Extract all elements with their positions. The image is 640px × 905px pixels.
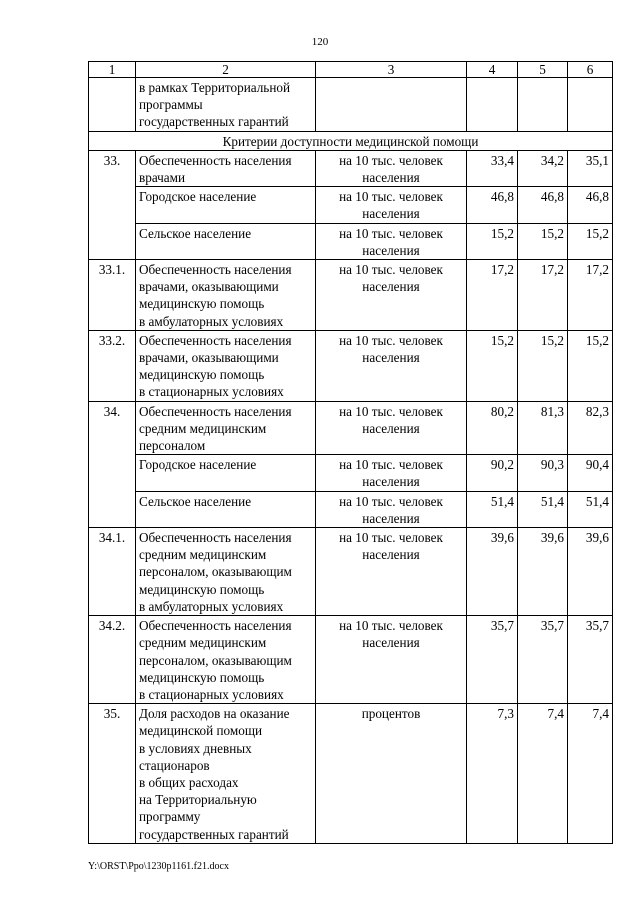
indicator-name-cell: в рамках Территориальной программы государственных гарантий — [136, 78, 316, 132]
value-cell: 15,2 — [467, 330, 518, 401]
row-number-cell: 34.2. — [89, 616, 136, 704]
indicator-name-cell: Обеспеченность населения средним медицинским персоналом, оказывающим медицинскую помощь в амбулаторных условиях — [136, 528, 316, 616]
unit-cell: процентов — [316, 704, 467, 844]
row-number-cell: 35. — [89, 704, 136, 844]
unit-cell: на 10 тыс. человек населения — [316, 260, 467, 331]
indicator-name-cell: Обеспеченность населения средним медицинским персоналом, оказывающим медицинскую помощь в стационарных условиях — [136, 616, 316, 704]
value-cell: 33,4 — [467, 150, 518, 186]
table-row — [89, 491, 613, 527]
footer-file-path: Y:\ORST\Ppo\1230p1161.f21.docx — [88, 861, 229, 872]
value-cell: 39,6 — [518, 528, 568, 616]
column-number-row — [89, 62, 613, 78]
indicator-name-cell: Обеспеченность населения врачами — [136, 150, 316, 186]
value-cell: 15,2 — [518, 330, 568, 401]
continuation-row — [89, 78, 613, 132]
value-cell: 17,2 — [467, 260, 518, 331]
value-cell: 90,3 — [518, 455, 568, 491]
row-number-cell: 34.1. — [89, 528, 136, 616]
indicator-name-cell: Доля расходов на оказание медицинской помощи в условиях дневных стационаров в общих расходах на Территориальную программу государственных гарантий — [136, 704, 316, 844]
section-header-row — [89, 131, 613, 150]
value-cell: 15,2 — [467, 223, 518, 259]
table-row — [89, 616, 613, 704]
value-cell: 15,2 — [568, 223, 613, 259]
table-row — [89, 330, 613, 401]
unit-cell: на 10 тыс. человек населения — [316, 491, 467, 527]
indicator-name-cell: Городское население — [136, 187, 316, 223]
indicator-name-cell: Обеспеченность населения врачами, оказывающими медицинскую помощь в стационарных условиях — [136, 330, 316, 401]
unit-cell: на 10 тыс. человек населения — [316, 330, 467, 401]
column-number: 1 — [89, 62, 136, 78]
value-cell: 35,7 — [467, 616, 518, 704]
value-cell: 17,2 — [518, 260, 568, 331]
value-cell: 81,3 — [518, 401, 568, 455]
value-cell: 7,4 — [518, 704, 568, 844]
page-number: 120 — [311, 36, 329, 48]
row-number-cell: 33.2. — [89, 330, 136, 401]
value-cell: 35,1 — [568, 150, 613, 186]
value-cell: 80,2 — [467, 401, 518, 455]
table-row — [89, 401, 613, 455]
unit-cell: на 10 тыс. человек населения — [316, 150, 467, 186]
row-number-cell — [89, 78, 136, 132]
unit-cell: на 10 тыс. человек населения — [316, 528, 467, 616]
table-row — [89, 260, 613, 331]
unit-cell: на 10 тыс. человек населения — [316, 223, 467, 259]
value-cell: 82,3 — [568, 401, 613, 455]
table-row — [89, 187, 613, 223]
column-number: 4 — [467, 62, 518, 78]
table-row — [89, 704, 613, 844]
value-cell — [467, 78, 518, 132]
section-header: Критерии доступности медицинской помощи — [89, 131, 613, 150]
unit-cell: на 10 тыс. человек населения — [316, 401, 467, 455]
criteria-table — [88, 61, 613, 844]
value-cell: 51,4 — [568, 491, 613, 527]
unit-cell: на 10 тыс. человек населения — [316, 616, 467, 704]
value-cell: 39,6 — [568, 528, 613, 616]
unit-cell: на 10 тыс. человек населения — [316, 187, 467, 223]
value-cell: 51,4 — [518, 491, 568, 527]
column-number: 2 — [136, 62, 316, 78]
value-cell: 15,2 — [568, 330, 613, 401]
unit-cell — [316, 78, 467, 132]
table-row — [89, 223, 613, 259]
value-cell: 46,8 — [467, 187, 518, 223]
value-cell: 35,7 — [568, 616, 613, 704]
column-number: 6 — [568, 62, 613, 78]
value-cell: 39,6 — [467, 528, 518, 616]
table-row — [89, 150, 613, 186]
value-cell: 7,3 — [467, 704, 518, 844]
indicator-name-cell: Сельское население — [136, 491, 316, 527]
value-cell: 51,4 — [467, 491, 518, 527]
value-cell: 90,4 — [568, 455, 613, 491]
value-cell — [568, 78, 613, 132]
indicator-name-cell: Обеспеченность населения врачами, оказывающими медицинскую помощь в амбулаторных условиях — [136, 260, 316, 331]
indicator-name-cell: Сельское население — [136, 223, 316, 259]
table-body — [89, 62, 613, 844]
row-number-cell: 34. — [89, 401, 136, 527]
table-row — [89, 455, 613, 491]
value-cell: 90,2 — [467, 455, 518, 491]
value-cell: 15,2 — [518, 223, 568, 259]
column-number: 5 — [518, 62, 568, 78]
indicator-name-cell: Обеспеченность населения средним медицинским персоналом — [136, 401, 316, 455]
value-cell: 46,8 — [568, 187, 613, 223]
row-number-cell: 33.1. — [89, 260, 136, 331]
indicator-name-cell: Городское население — [136, 455, 316, 491]
value-cell: 35,7 — [518, 616, 568, 704]
value-cell: 7,4 — [568, 704, 613, 844]
table-row — [89, 528, 613, 616]
value-cell: 17,2 — [568, 260, 613, 331]
value-cell: 34,2 — [518, 150, 568, 186]
value-cell — [518, 78, 568, 132]
value-cell: 46,8 — [518, 187, 568, 223]
column-number: 3 — [316, 62, 467, 78]
row-number-cell: 33. — [89, 150, 136, 259]
unit-cell: на 10 тыс. человек населения — [316, 455, 467, 491]
